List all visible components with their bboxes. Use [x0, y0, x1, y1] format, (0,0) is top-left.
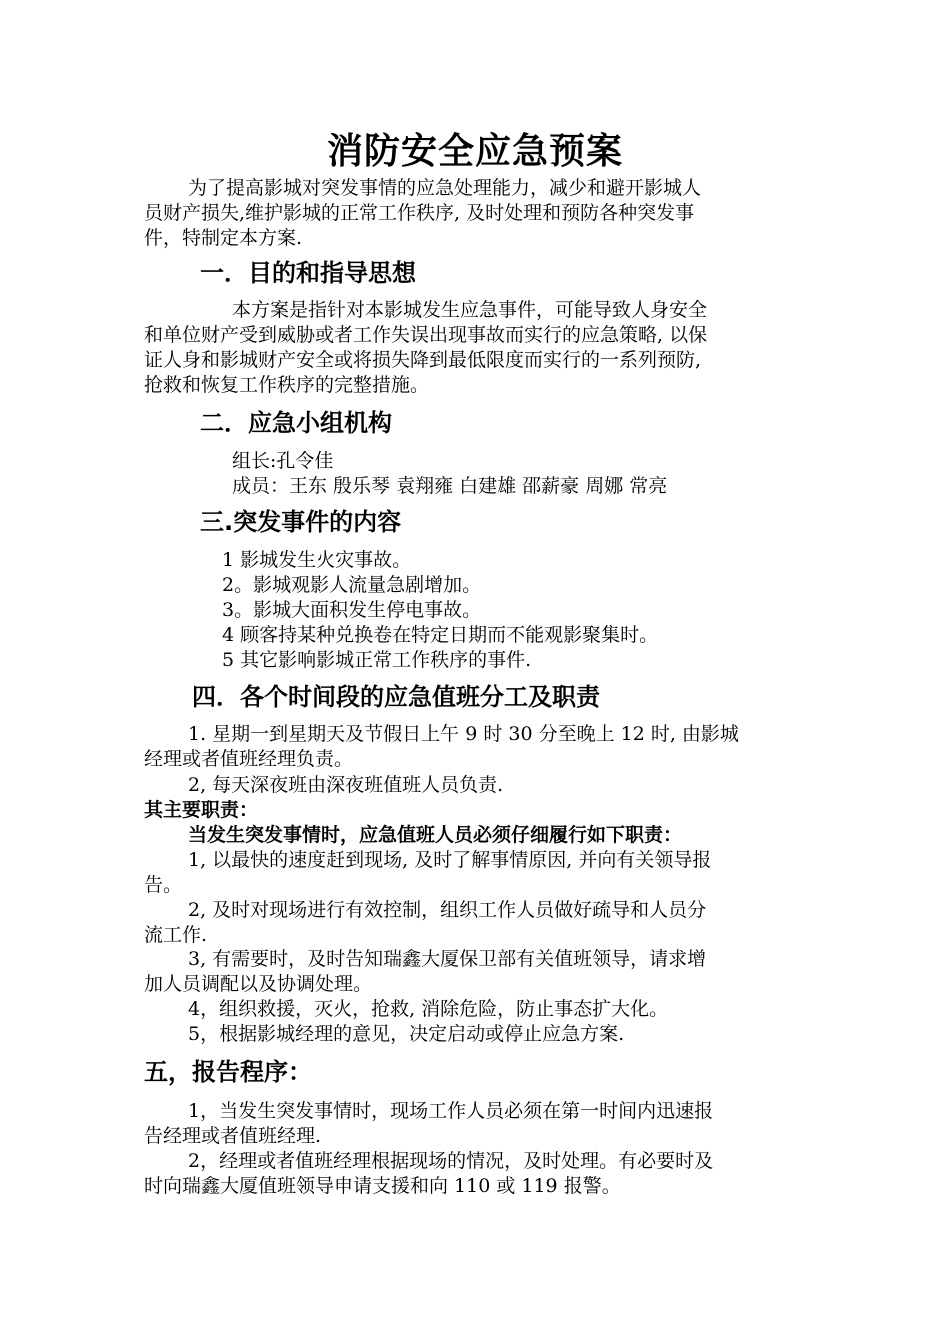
list-item: 1 影城发生火灾事故。	[222, 549, 412, 571]
intro-line: 为了提高影城对突发事情的应急处理能力，减少和避开影城人	[188, 177, 702, 199]
paragraph-line: 2，经理或者值班经理根据现场的情况，及时处理。有必要时及	[188, 1150, 714, 1172]
paragraph-line: 1，当发生突发事情时，现场工作人员必须在第一时间内迅速报	[188, 1100, 714, 1122]
duty-item: 1, 以最快的速度赶到现场, 及时了解事情原因, 并向有关领导报	[188, 849, 712, 871]
section-heading: 四．各个时间段的应急值班分工及职责	[192, 683, 600, 711]
intro-line: 件，特制定本方案.	[144, 227, 303, 249]
duty-item: 4，组织救援，灭火，抢救, 消除危险，防止事态扩大化。	[188, 998, 669, 1020]
duty-item: 5，根据影城经理的意见，决定启动或停止应急方案.	[188, 1023, 625, 1045]
group-leader: 组长:孔令佳	[232, 450, 334, 472]
list-item: 3。影城大面积发生停电事故。	[222, 599, 482, 621]
duty-intro: 当发生突发事情时，应急值班人员必须仔细履行如下职责：	[188, 824, 683, 846]
list-item: 4 顾客持某种兑换卷在特定日期而不能观影聚集时。	[222, 624, 659, 646]
duty-item: 流工作.	[144, 924, 208, 946]
group-members: 成员：王东 殷乐琴 袁翔雍 白建雄 邵薪豪 周娜 常亮	[232, 475, 668, 497]
document-title: 消防安全应急预案	[326, 131, 623, 172]
duty-item: 告。	[144, 874, 183, 896]
paragraph-line: 经理或者值班经理负责。	[144, 748, 354, 770]
list-item: 2。影城观影人流量急剧增加。	[222, 574, 482, 596]
paragraph-line: 2, 每天深夜班由深夜班值班人员负责.	[188, 774, 504, 796]
duty-label: 其主要职责：	[144, 799, 259, 821]
section-heading: 五，报告程序：	[144, 1058, 312, 1086]
paragraph-line: 时向瑞鑫大厦值班领导申请支援和向 110 或 119 报警。	[144, 1175, 621, 1197]
section-heading: 三.突发事件的内容	[200, 508, 402, 536]
duty-item: 加人员调配以及协调处理。	[144, 973, 373, 995]
paragraph-line: 1. 星期一到星期天及节假日上午 9 时 30 分至晚上 12 时, 由影城	[188, 723, 739, 745]
section-heading: 一．目的和指导思想	[200, 259, 416, 287]
intro-line: 员财产损失,维护影城的正常工作秩序, 及时处理和预防各种突发事	[144, 202, 695, 224]
paragraph-line: 和单位财产受到威胁或者工作失误出现事故而实行的应急策略, 以保	[144, 324, 708, 346]
section-heading: 二．应急小组机构	[200, 409, 392, 437]
paragraph-line: 证人身和影城财产安全或将损失降到最低限度而实行的一系列预防,	[144, 349, 702, 371]
duty-item: 2, 及时对现场进行有效控制，组织工作人员做好疏导和人员分	[188, 899, 707, 921]
paragraph-line: 告经理或者值班经理.	[144, 1125, 322, 1147]
paragraph-line: 抢救和恢复工作秩序的完整措施。	[144, 374, 430, 396]
paragraph-line: 本方案是指针对本影城发生应急事件，可能导致人身安全	[232, 299, 708, 321]
duty-item: 3, 有需要时，及时告知瑞鑫大厦保卫部有关值班领导，请求增	[188, 948, 707, 970]
list-item: 5 其它影响影城正常工作秩序的事件.	[222, 649, 532, 671]
